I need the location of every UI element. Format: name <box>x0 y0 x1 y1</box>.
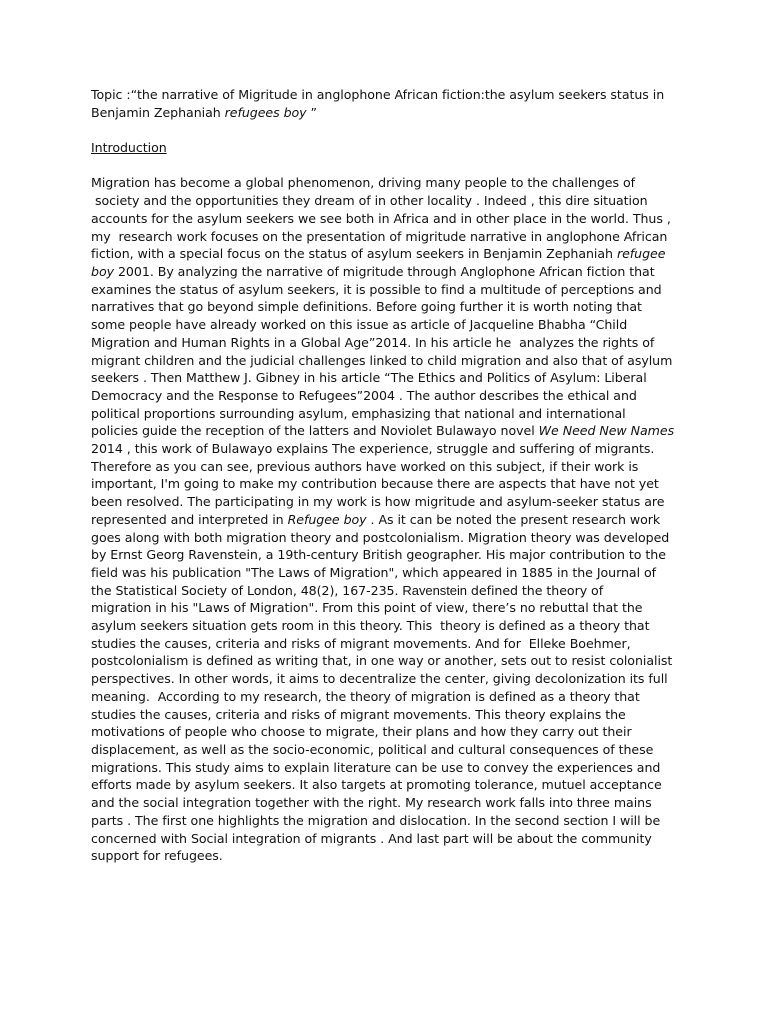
text-run: parts . The first one highlights the migration and dislocation. In the second section I will be <box>91 812 661 828</box>
text-run: concerned with Social integration of migrants . And last part will be about the community <box>91 830 652 846</box>
text-line <box>91 582 681 600</box>
text-line <box>91 245 681 263</box>
text-run: Therefore as you can see, previous authors have worked on this subject, if their work is <box>91 458 639 474</box>
text-run: represented and interpreted in <box>91 511 288 527</box>
text-run: by Ernst Georg Ravenstein, a 19th-century British geographer. His major contribution to the <box>91 547 666 563</box>
text-run: my research work focuses on the presentation of migritude narrative in anglophone African <box>91 228 668 244</box>
introduction-paragraph <box>91 174 681 864</box>
text-run: displacement, as well as the socio-economic, political and cultural consequences of these <box>91 741 654 757</box>
text-run: asylum seekers situation gets room in this theory. This theory is defined as a theory that <box>91 618 650 634</box>
text-run: political proportions surrounding asylum, emphasizing that national and international <box>91 405 626 421</box>
text-run: migrant children and the judicial challenges linked to child migration and also that of asylum <box>91 352 673 368</box>
text-line <box>91 847 681 865</box>
text-run: meaning. According to my research, the theory of migration is defined as a theory that <box>91 688 640 704</box>
text-run: defined the theory of <box>466 582 604 598</box>
text-run: fiction, with a special focus on the status of asylum seekers in Benjamin Zephaniah <box>91 246 617 262</box>
text-run: Migration and Human Rights in a Global Age”2014. In his article he analyzes the rights of <box>91 334 655 350</box>
text-line <box>91 741 681 759</box>
text-line <box>91 458 681 476</box>
text-run: 2014 , this work of Bulawayo explains The experience, struggle and suffering of migrants. <box>91 441 655 457</box>
text-line <box>91 794 681 812</box>
text-line <box>91 511 681 529</box>
text-line <box>91 812 681 830</box>
text-line <box>91 405 681 423</box>
text-run: migration in his "Laws of Migration". From this point of view, there’s no rebuttal that the <box>91 600 643 616</box>
text-run: society and the opportunities they dream of in other locality . Indeed , this dire situation <box>91 193 648 209</box>
text-run: the Statistical Society of London, 48(2), 167-235. <box>91 582 403 598</box>
text-line <box>91 174 681 192</box>
italic-title-run: boy <box>91 264 115 279</box>
text-line <box>91 830 681 848</box>
text-line <box>91 192 681 210</box>
text-line <box>91 104 681 122</box>
text-line <box>91 387 681 405</box>
italic-title-run: We Need New Names <box>538 423 675 439</box>
text-run: and the social integration together with the right. My research work falls into three mains <box>91 795 652 811</box>
text-line <box>91 440 681 458</box>
text-run: some people have already worked on this issue as article of Jacqueline Bhabha “Child <box>91 317 628 333</box>
text-line <box>91 564 681 582</box>
text-run: policies guide the reception of the latters and Noviolet Bulawayo novel <box>91 423 539 439</box>
text-run: Ravenstein <box>402 582 467 598</box>
text-line <box>91 352 681 370</box>
text-run: narratives that go beyond simple definitions. Before going further it is worth noting that <box>91 299 642 315</box>
text-run: perspectives. In other words, it aims to decentralize the center, giving decolonization its full <box>91 671 668 687</box>
text-run: postcolonialism is defined as writing that, in one way or another, sets out to resist colonialist <box>91 653 673 669</box>
text-run: important, I'm going to make my contribution because there are aspects that have not yet <box>91 476 659 492</box>
text-run: . As it can be noted the present research work <box>366 511 661 527</box>
text-line <box>91 422 681 440</box>
text-run: accounts for the asylum seekers we see both in Africa and in other place in the world. Thus , <box>91 210 671 226</box>
text-line <box>91 652 681 670</box>
text-line <box>91 369 681 387</box>
italic-title-run: refugee <box>616 246 666 262</box>
text-run: migrations. This study aims to explain literature can be use to convey the experiences and <box>91 759 661 775</box>
text-line <box>91 210 681 228</box>
text-line <box>91 228 681 246</box>
text-line <box>91 475 681 493</box>
text-run: been resolved. The participating in my work is how migritude and asylum-seeker status are <box>91 494 665 510</box>
text-line <box>91 334 681 352</box>
text-line <box>91 670 681 688</box>
text-run: Topic :“the narrative of Migritude in anglophone African fiction:the asylum seekers status in <box>91 87 665 102</box>
text-run: goes along with both migration theory and postcolonialism. Migration theory was developed <box>91 529 670 545</box>
text-run: studies the causes, criteria and risks of migrant movements. And for Elleke Boehmer, <box>91 635 631 651</box>
text-line <box>91 316 681 334</box>
italic-title-run: Refugee boy <box>287 511 367 527</box>
text-line <box>91 723 681 741</box>
text-run: Benjamin Zephaniah <box>91 104 225 120</box>
text-line <box>91 546 681 564</box>
text-line <box>91 86 681 104</box>
text-line <box>91 529 681 547</box>
text-run: 2001. By analyzing the narrative of migritude through Anglophone African fiction that <box>114 264 655 279</box>
topic-title <box>91 86 681 121</box>
text-line <box>91 776 681 794</box>
italic-title-run: refugees boy <box>224 104 307 120</box>
text-run: support for refugees. <box>91 848 223 864</box>
text-line <box>91 281 681 299</box>
text-line <box>91 706 681 724</box>
text-run: Democracy and the Response to Refugees”2004 . The author describes the ethical and <box>91 387 637 403</box>
text-line <box>91 635 681 653</box>
text-run: field was his publication "The Laws of Migration", which appeared in 1885 in the Journal of <box>91 564 657 580</box>
section-heading-introduction: Introduction <box>91 140 167 156</box>
text-run: seekers . Then Matthew J. Gibney in his article “The Ethics and Politics of Asylum: Liberal <box>91 370 647 386</box>
text-line <box>91 599 681 617</box>
document-page <box>91 86 681 865</box>
text-line <box>91 263 681 281</box>
text-run: efforts made by asylum seekers. It also targets at promoting tolerance, mutuel acceptance <box>91 777 662 793</box>
text-line <box>91 298 681 316</box>
text-line <box>91 493 681 511</box>
text-run: motivations of people who choose to migrate, their plans and how they carry out their <box>91 724 632 740</box>
text-line <box>91 617 681 635</box>
text-run: Migration has become a global phenomenon, driving many people to the challenges of <box>91 175 635 191</box>
text-line <box>91 688 681 706</box>
text-line <box>91 759 681 777</box>
text-run: studies the causes, criteria and risks of migrant movements. This theory explains the <box>91 706 626 722</box>
text-run: ” <box>306 104 318 120</box>
text-run: examines the status of asylum seekers, it is possible to find a multitude of perceptions and <box>91 281 662 297</box>
